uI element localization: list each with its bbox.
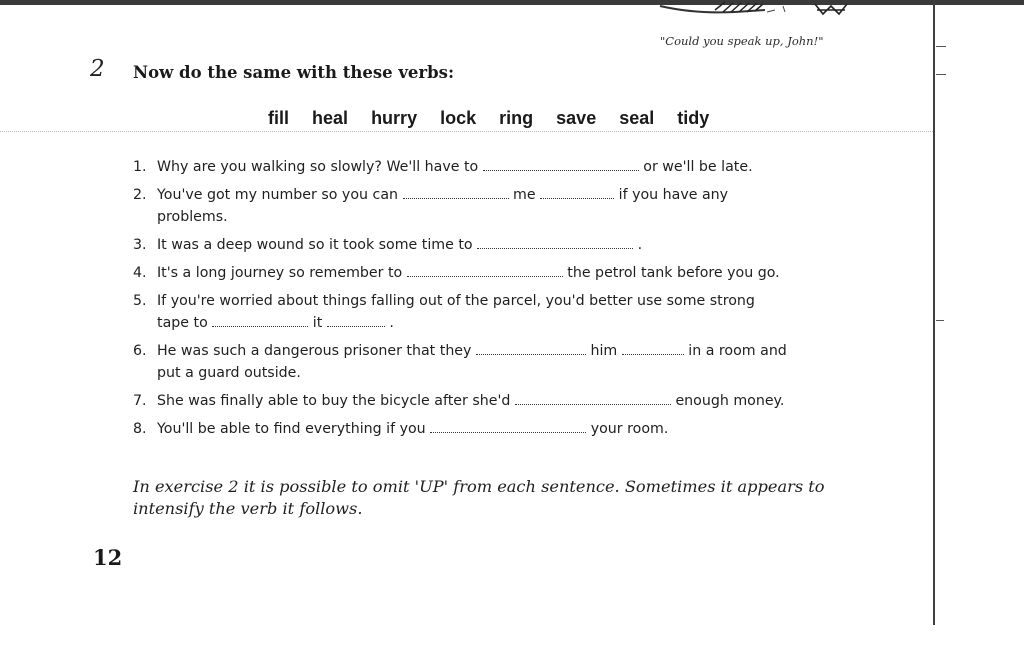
sentence-number: 7. (133, 393, 147, 409)
sentence-item: 4. It's a long journey so remember to the petrol tank before you go. (133, 262, 833, 284)
sentence-number: 6. (133, 343, 147, 359)
verb-item: ring (499, 108, 534, 128)
sentence-number: 3. (133, 237, 147, 253)
sentence-number: 1. (133, 159, 147, 175)
answer-blank (403, 186, 509, 199)
answer-blank (540, 186, 614, 199)
verb-item: fill (268, 108, 289, 128)
verb-item: tidy (677, 108, 710, 128)
verb-item: seal (619, 108, 655, 128)
answer-blank (476, 342, 586, 355)
exercise-heading: Now do the same with these verbs: (133, 63, 455, 82)
scan-fold-line (0, 131, 933, 132)
verb-list (268, 108, 727, 129)
page-number: 12 (93, 545, 123, 570)
sentence-item: 6. He was such a dangerous prisoner that they him in a room and put a guard outside. (133, 340, 833, 384)
sentence-number: 2. (133, 187, 147, 203)
sentence-item: 3. It was a deep wound so it took some time to . (133, 234, 833, 256)
margin-tick (936, 46, 946, 47)
sentence-item: 1. Why are you walking so slowly? We'll have to or we'll be late. (133, 156, 833, 178)
exercise-sentences (133, 156, 833, 446)
sentence-item: 7. She was finally able to buy the bicycle after she'd enough money. (133, 390, 833, 412)
answer-blank (515, 392, 671, 405)
sentence-number: 5. (133, 293, 147, 309)
answer-blank (477, 236, 633, 249)
page-top-border (0, 0, 1024, 5)
verb-item: heal (312, 108, 349, 128)
page-edge-line (933, 0, 935, 625)
answer-blank (407, 264, 563, 277)
answer-blank (212, 314, 308, 327)
answer-blank (483, 158, 639, 171)
exercise-note: In exercise 2 it is possible to omit 'UP' from each sentence. Sometimes it appears to intensify the verb it follows. (133, 477, 825, 518)
answer-blank (430, 420, 586, 433)
sentence-item: 2. You've got my number so you can me if you have any problems. (133, 184, 833, 228)
margin-tick (936, 320, 944, 321)
answer-blank (622, 342, 684, 355)
answer-blank (327, 314, 385, 327)
sentence-number: 4. (133, 265, 147, 281)
cartoon-sketch-fragment (655, 0, 855, 22)
sentence-item: 8. You'll be able to find everything if you your room. (133, 418, 833, 440)
exercise-number: 2 (90, 56, 105, 82)
sentence-item: 5. If you're worried about things falling out of the parcel, you'd better use some strong tape to it . (133, 290, 833, 334)
verb-item: save (556, 108, 597, 128)
margin-tick (936, 74, 946, 75)
cartoon-caption: "Could you speak up, John!" (660, 34, 824, 48)
verb-item: lock (440, 108, 477, 128)
verb-item: hurry (371, 108, 418, 128)
sentence-number: 8. (133, 421, 147, 437)
